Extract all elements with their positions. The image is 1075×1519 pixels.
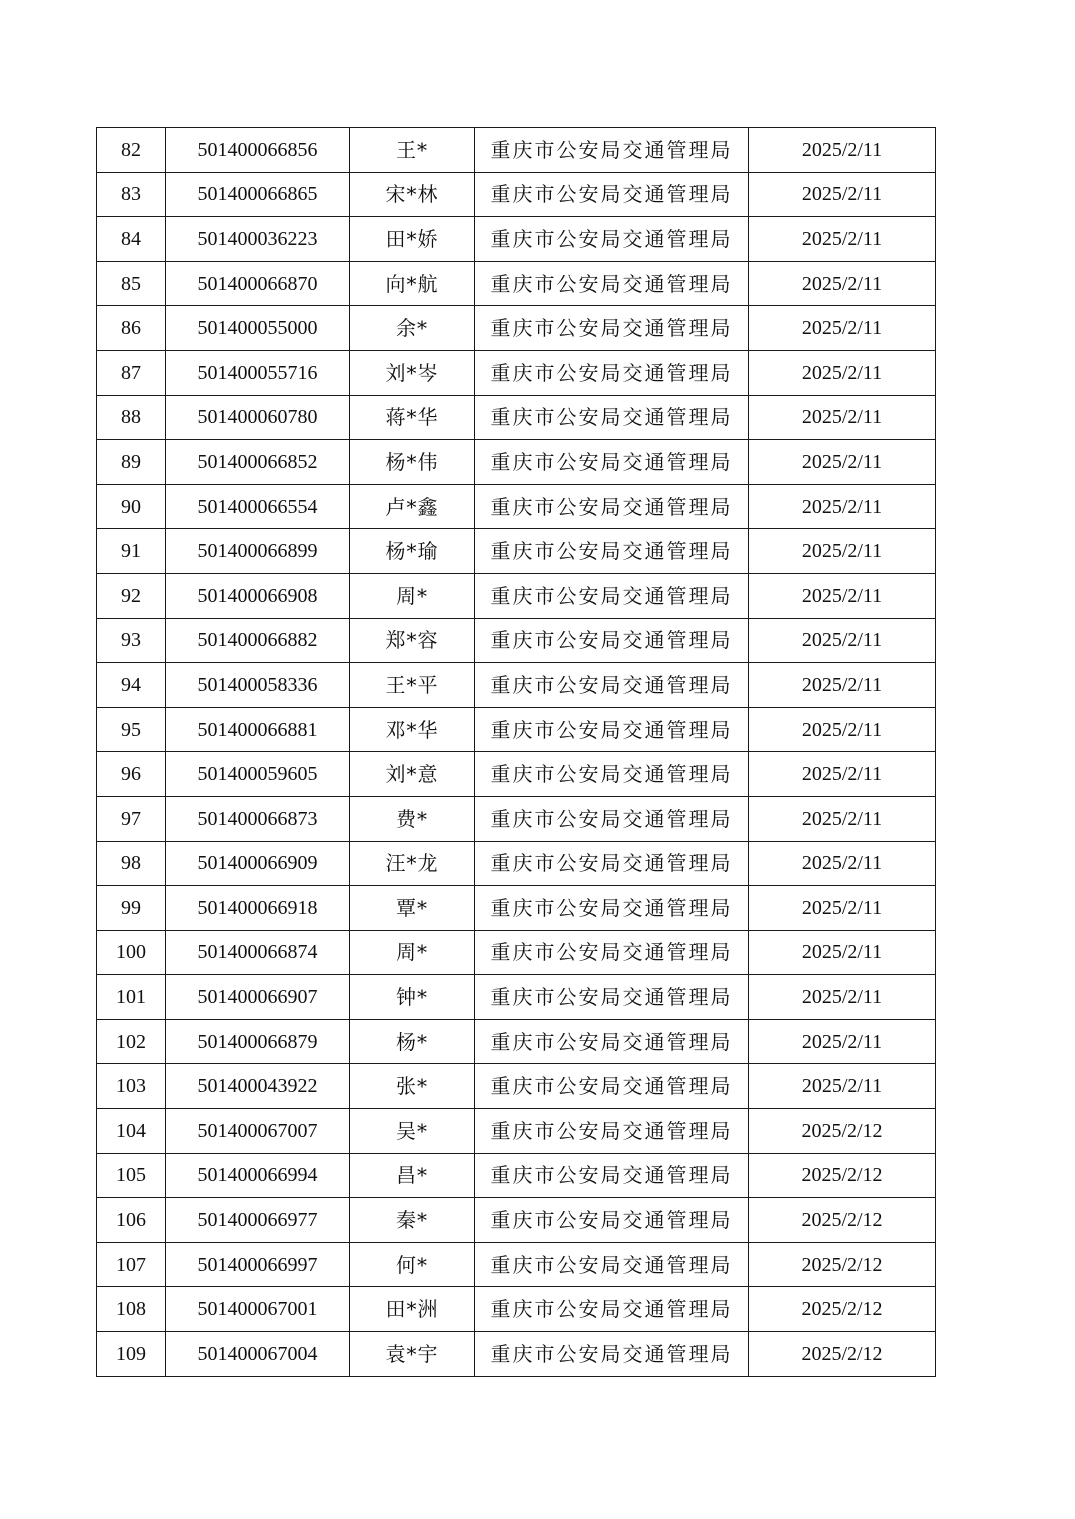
record-id-cell: 501400036223 bbox=[166, 217, 350, 262]
date-cell: 2025/2/11 bbox=[749, 930, 936, 975]
serial-number-cell: 98 bbox=[97, 841, 166, 886]
issuing-authority-cell: 重庆市公安局交通管理局 bbox=[475, 1064, 749, 1109]
record-id-cell: 501400066852 bbox=[166, 440, 350, 485]
date-cell: 2025/2/12 bbox=[749, 1153, 936, 1198]
serial-number-cell: 105 bbox=[97, 1153, 166, 1198]
person-name-cell: 卢*鑫 bbox=[350, 484, 475, 529]
record-id-cell: 501400067004 bbox=[166, 1332, 350, 1377]
date-cell: 2025/2/11 bbox=[749, 217, 936, 262]
date-cell: 2025/2/11 bbox=[749, 707, 936, 752]
serial-number-cell: 84 bbox=[97, 217, 166, 262]
person-name-cell: 张* bbox=[350, 1064, 475, 1109]
record-id-cell: 501400066879 bbox=[166, 1019, 350, 1064]
table-row bbox=[97, 1019, 936, 1064]
table-row bbox=[97, 1332, 936, 1377]
table-row bbox=[97, 975, 936, 1020]
issuing-authority-cell: 重庆市公安局交通管理局 bbox=[475, 886, 749, 931]
issuing-authority-cell: 重庆市公安局交通管理局 bbox=[475, 1332, 749, 1377]
person-name-cell: 覃* bbox=[350, 886, 475, 931]
date-cell: 2025/2/12 bbox=[749, 1198, 936, 1243]
record-id-cell: 501400066899 bbox=[166, 529, 350, 574]
date-cell: 2025/2/11 bbox=[749, 172, 936, 217]
serial-number-cell: 104 bbox=[97, 1109, 166, 1154]
issuing-authority-cell: 重庆市公安局交通管理局 bbox=[475, 172, 749, 217]
issuing-authority-cell: 重庆市公安局交通管理局 bbox=[475, 261, 749, 306]
issuing-authority-cell: 重庆市公安局交通管理局 bbox=[475, 306, 749, 351]
issuing-authority-cell: 重庆市公安局交通管理局 bbox=[475, 440, 749, 485]
issuing-authority-cell: 重庆市公安局交通管理局 bbox=[475, 1019, 749, 1064]
table-row bbox=[97, 663, 936, 708]
date-cell: 2025/2/11 bbox=[749, 796, 936, 841]
date-cell: 2025/2/11 bbox=[749, 752, 936, 797]
record-id-cell: 501400066997 bbox=[166, 1242, 350, 1287]
issuing-authority-cell: 重庆市公安局交通管理局 bbox=[475, 930, 749, 975]
issuing-authority-cell: 重庆市公安局交通管理局 bbox=[475, 618, 749, 663]
table-row bbox=[97, 841, 936, 886]
table-row bbox=[97, 350, 936, 395]
issuing-authority-cell: 重庆市公安局交通管理局 bbox=[475, 663, 749, 708]
person-name-cell: 刘*岑 bbox=[350, 350, 475, 395]
record-id-cell: 501400058336 bbox=[166, 663, 350, 708]
person-name-cell: 邓*华 bbox=[350, 707, 475, 752]
serial-number-cell: 106 bbox=[97, 1198, 166, 1243]
person-name-cell: 袁*宇 bbox=[350, 1332, 475, 1377]
record-id-cell: 501400067007 bbox=[166, 1109, 350, 1154]
date-cell: 2025/2/11 bbox=[749, 975, 936, 1020]
table-row bbox=[97, 172, 936, 217]
serial-number-cell: 83 bbox=[97, 172, 166, 217]
date-cell: 2025/2/11 bbox=[749, 484, 936, 529]
issuing-authority-cell: 重庆市公安局交通管理局 bbox=[475, 796, 749, 841]
person-name-cell: 秦* bbox=[350, 1198, 475, 1243]
serial-number-cell: 82 bbox=[97, 128, 166, 173]
person-name-cell: 杨* bbox=[350, 1019, 475, 1064]
table-row bbox=[97, 395, 936, 440]
person-name-cell: 王*平 bbox=[350, 663, 475, 708]
person-name-cell: 周* bbox=[350, 573, 475, 618]
serial-number-cell: 103 bbox=[97, 1064, 166, 1109]
serial-number-cell: 88 bbox=[97, 395, 166, 440]
issuing-authority-cell: 重庆市公安局交通管理局 bbox=[475, 529, 749, 574]
date-cell: 2025/2/11 bbox=[749, 886, 936, 931]
table-row bbox=[97, 1109, 936, 1154]
record-id-cell: 501400066882 bbox=[166, 618, 350, 663]
date-cell: 2025/2/11 bbox=[749, 128, 936, 173]
person-name-cell: 蒋*华 bbox=[350, 395, 475, 440]
record-id-cell: 501400066907 bbox=[166, 975, 350, 1020]
person-name-cell: 杨*伟 bbox=[350, 440, 475, 485]
record-table bbox=[96, 127, 936, 1377]
person-name-cell: 何* bbox=[350, 1242, 475, 1287]
issuing-authority-cell: 重庆市公安局交通管理局 bbox=[475, 841, 749, 886]
serial-number-cell: 87 bbox=[97, 350, 166, 395]
person-name-cell: 田*洲 bbox=[350, 1287, 475, 1332]
serial-number-cell: 97 bbox=[97, 796, 166, 841]
serial-number-cell: 93 bbox=[97, 618, 166, 663]
record-id-cell: 501400066918 bbox=[166, 886, 350, 931]
date-cell: 2025/2/12 bbox=[749, 1109, 936, 1154]
serial-number-cell: 89 bbox=[97, 440, 166, 485]
serial-number-cell: 109 bbox=[97, 1332, 166, 1377]
serial-number-cell: 90 bbox=[97, 484, 166, 529]
serial-number-cell: 94 bbox=[97, 663, 166, 708]
date-cell: 2025/2/11 bbox=[749, 529, 936, 574]
issuing-authority-cell: 重庆市公安局交通管理局 bbox=[475, 128, 749, 173]
record-id-cell: 501400060780 bbox=[166, 395, 350, 440]
issuing-authority-cell: 重庆市公安局交通管理局 bbox=[475, 707, 749, 752]
table-row bbox=[97, 1198, 936, 1243]
record-id-cell: 501400066874 bbox=[166, 930, 350, 975]
issuing-authority-cell: 重庆市公安局交通管理局 bbox=[475, 217, 749, 262]
date-cell: 2025/2/11 bbox=[749, 1019, 936, 1064]
table-row bbox=[97, 217, 936, 262]
issuing-authority-cell: 重庆市公安局交通管理局 bbox=[475, 1198, 749, 1243]
table-row bbox=[97, 306, 936, 351]
table-row bbox=[97, 1242, 936, 1287]
table-row bbox=[97, 1064, 936, 1109]
issuing-authority-cell: 重庆市公安局交通管理局 bbox=[475, 975, 749, 1020]
person-name-cell: 昌* bbox=[350, 1153, 475, 1198]
person-name-cell: 田*娇 bbox=[350, 217, 475, 262]
table-row bbox=[97, 1153, 936, 1198]
issuing-authority-cell: 重庆市公安局交通管理局 bbox=[475, 1153, 749, 1198]
serial-number-cell: 108 bbox=[97, 1287, 166, 1332]
date-cell: 2025/2/12 bbox=[749, 1287, 936, 1332]
issuing-authority-cell: 重庆市公安局交通管理局 bbox=[475, 1242, 749, 1287]
serial-number-cell: 85 bbox=[97, 261, 166, 306]
person-name-cell: 余* bbox=[350, 306, 475, 351]
record-table-body bbox=[97, 128, 936, 1377]
table-row bbox=[97, 1287, 936, 1332]
table-row bbox=[97, 886, 936, 931]
record-id-cell: 501400059605 bbox=[166, 752, 350, 797]
serial-number-cell: 96 bbox=[97, 752, 166, 797]
person-name-cell: 刘*意 bbox=[350, 752, 475, 797]
issuing-authority-cell: 重庆市公安局交通管理局 bbox=[475, 1109, 749, 1154]
issuing-authority-cell: 重庆市公安局交通管理局 bbox=[475, 752, 749, 797]
issuing-authority-cell: 重庆市公安局交通管理局 bbox=[475, 484, 749, 529]
date-cell: 2025/2/11 bbox=[749, 573, 936, 618]
record-id-cell: 501400066977 bbox=[166, 1198, 350, 1243]
record-id-cell: 501400055716 bbox=[166, 350, 350, 395]
record-id-cell: 501400066865 bbox=[166, 172, 350, 217]
person-name-cell: 周* bbox=[350, 930, 475, 975]
record-id-cell: 501400066873 bbox=[166, 796, 350, 841]
record-id-cell: 501400066881 bbox=[166, 707, 350, 752]
issuing-authority-cell: 重庆市公安局交通管理局 bbox=[475, 395, 749, 440]
date-cell: 2025/2/11 bbox=[749, 350, 936, 395]
table-row bbox=[97, 796, 936, 841]
date-cell: 2025/2/11 bbox=[749, 261, 936, 306]
person-name-cell: 宋*林 bbox=[350, 172, 475, 217]
date-cell: 2025/2/11 bbox=[749, 306, 936, 351]
date-cell: 2025/2/11 bbox=[749, 841, 936, 886]
table-row bbox=[97, 930, 936, 975]
serial-number-cell: 95 bbox=[97, 707, 166, 752]
person-name-cell: 汪*龙 bbox=[350, 841, 475, 886]
serial-number-cell: 91 bbox=[97, 529, 166, 574]
person-name-cell: 王* bbox=[350, 128, 475, 173]
date-cell: 2025/2/11 bbox=[749, 395, 936, 440]
table-row bbox=[97, 440, 936, 485]
record-id-cell: 501400066994 bbox=[166, 1153, 350, 1198]
serial-number-cell: 107 bbox=[97, 1242, 166, 1287]
date-cell: 2025/2/11 bbox=[749, 618, 936, 663]
person-name-cell: 向*航 bbox=[350, 261, 475, 306]
serial-number-cell: 101 bbox=[97, 975, 166, 1020]
date-cell: 2025/2/12 bbox=[749, 1332, 936, 1377]
table-row bbox=[97, 261, 936, 306]
serial-number-cell: 92 bbox=[97, 573, 166, 618]
issuing-authority-cell: 重庆市公安局交通管理局 bbox=[475, 573, 749, 618]
serial-number-cell: 100 bbox=[97, 930, 166, 975]
table-row bbox=[97, 618, 936, 663]
serial-number-cell: 86 bbox=[97, 306, 166, 351]
date-cell: 2025/2/12 bbox=[749, 1242, 936, 1287]
date-cell: 2025/2/11 bbox=[749, 440, 936, 485]
record-id-cell: 501400066856 bbox=[166, 128, 350, 173]
person-name-cell: 郑*容 bbox=[350, 618, 475, 663]
record-id-cell: 501400067001 bbox=[166, 1287, 350, 1332]
record-id-cell: 501400043922 bbox=[166, 1064, 350, 1109]
record-id-cell: 501400066909 bbox=[166, 841, 350, 886]
person-name-cell: 杨*瑜 bbox=[350, 529, 475, 574]
table-row bbox=[97, 128, 936, 173]
table-row bbox=[97, 573, 936, 618]
date-cell: 2025/2/11 bbox=[749, 663, 936, 708]
table-row bbox=[97, 707, 936, 752]
record-id-cell: 501400066870 bbox=[166, 261, 350, 306]
person-name-cell: 费* bbox=[350, 796, 475, 841]
serial-number-cell: 102 bbox=[97, 1019, 166, 1064]
person-name-cell: 吴* bbox=[350, 1109, 475, 1154]
record-id-cell: 501400066554 bbox=[166, 484, 350, 529]
record-id-cell: 501400066908 bbox=[166, 573, 350, 618]
person-name-cell: 钟* bbox=[350, 975, 475, 1020]
table-row bbox=[97, 484, 936, 529]
serial-number-cell: 99 bbox=[97, 886, 166, 931]
date-cell: 2025/2/11 bbox=[749, 1064, 936, 1109]
issuing-authority-cell: 重庆市公安局交通管理局 bbox=[475, 1287, 749, 1332]
table-row bbox=[97, 752, 936, 797]
issuing-authority-cell: 重庆市公安局交通管理局 bbox=[475, 350, 749, 395]
record-id-cell: 501400055000 bbox=[166, 306, 350, 351]
table-row bbox=[97, 529, 936, 574]
